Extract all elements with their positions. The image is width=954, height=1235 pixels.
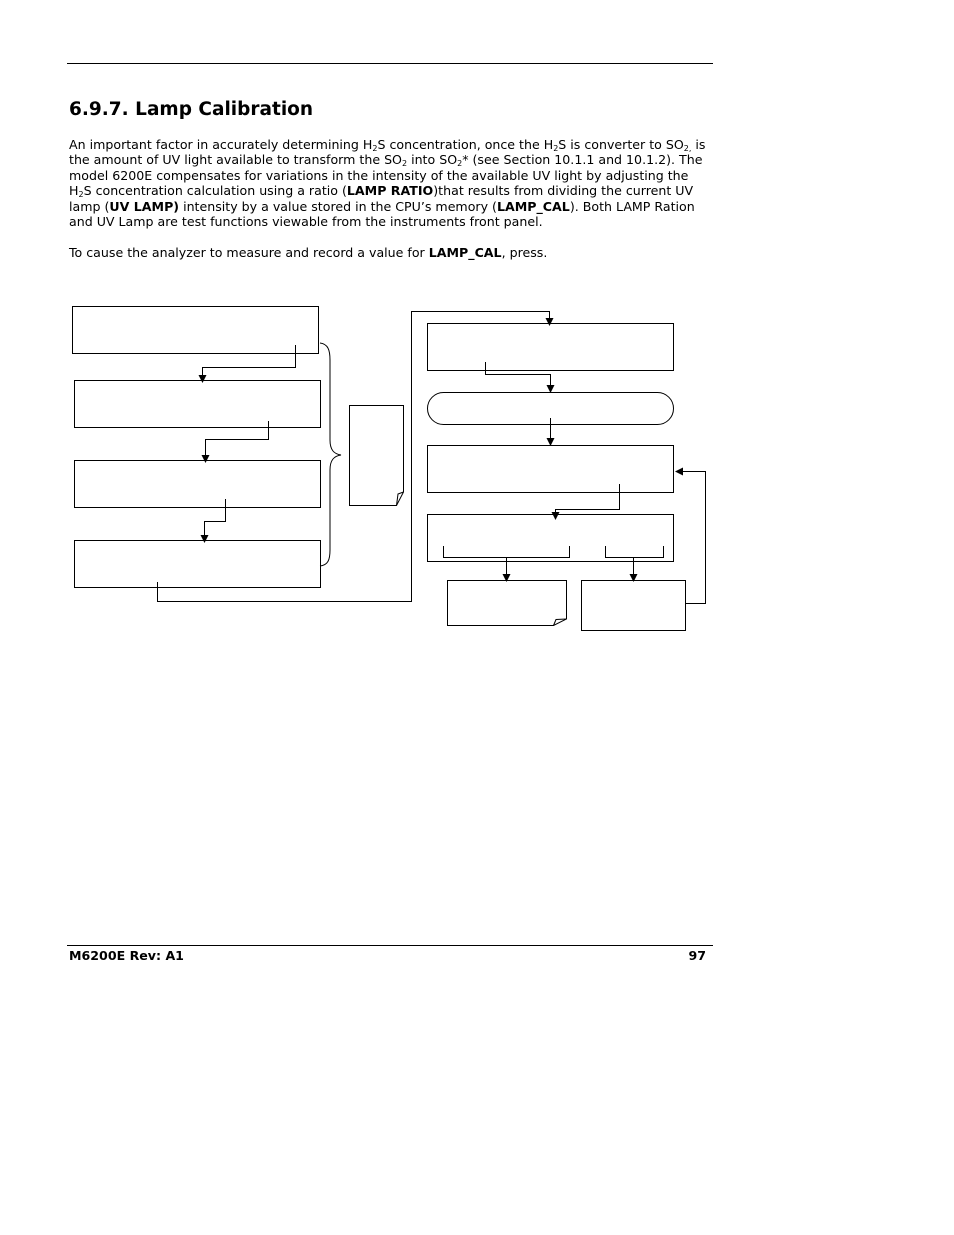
footer-rule: [67, 945, 713, 946]
section-number: 6.9.7.: [69, 99, 129, 120]
text-run: , press.: [501, 245, 548, 260]
subscript: 2: [553, 144, 559, 153]
text-run: To cause the analyzer to measure and record a value for: [69, 245, 429, 260]
text-run: ). Both LAMP Ration and UV Lamp are test functions viewable from the instruments front panel.: [69, 198, 695, 230]
connector-3-4: [205, 499, 226, 542]
display-box-1: [73, 307, 319, 354]
term-lamp-cal: LAMP_CAL: [496, 198, 570, 214]
text-run: S concentration calculation using a ratio (: [83, 183, 347, 199]
exit-box: [582, 581, 686, 631]
section-title: Lamp Calibration: [135, 99, 314, 120]
display-box-5: [428, 324, 674, 371]
term-uv-lamp: UV LAMP): [109, 198, 180, 214]
subscript: 2,: [683, 144, 692, 153]
display-box-6: [428, 446, 674, 493]
connector-7-8: [556, 484, 620, 519]
key-bracket-left: [444, 546, 570, 558]
text-run: )that results from dividing the current UV lamp (: [69, 183, 694, 214]
footer-page-number: 97: [688, 948, 706, 963]
subscript: 2: [372, 144, 378, 153]
display-box-4: [75, 541, 321, 588]
text-run: into SO: [407, 152, 458, 168]
text-run: S is converter to SO: [558, 137, 684, 152]
text-run: An important factor in accurately determining H: [69, 137, 373, 152]
note-box-left: [350, 406, 404, 506]
text-run: is the amount of UV light available to transform the SO: [69, 137, 706, 168]
connector-1-2: [203, 345, 296, 382]
key-bracket-right: [606, 546, 664, 558]
subscript: 2: [401, 159, 408, 169]
display-box-2: [75, 381, 321, 428]
term-lamp-ratio: LAMP RATIO: [346, 183, 434, 199]
text-run: intensity by a value stored in the CPU’s memory (: [179, 198, 497, 214]
text-run: * (see Section 10.1.1 and 10.1.2). The model 6200E compensates for variations in the intensity of the available UV light by adjusting the H: [69, 152, 703, 199]
display-box-3: [75, 461, 321, 508]
note-box-right: [448, 581, 567, 626]
text-run: S concentration, once the H: [377, 137, 554, 152]
footer-document-id: M6200E Rev: A1: [69, 948, 184, 963]
connector-loop-back: [676, 472, 706, 604]
connector-5-6: [486, 362, 551, 392]
subscript: 2: [457, 159, 463, 169]
grouping-brace: [320, 343, 341, 566]
subscript: 2: [78, 190, 84, 200]
display-box-7: [428, 515, 674, 562]
term-lamp-cal: LAMP_CAL: [428, 245, 502, 260]
